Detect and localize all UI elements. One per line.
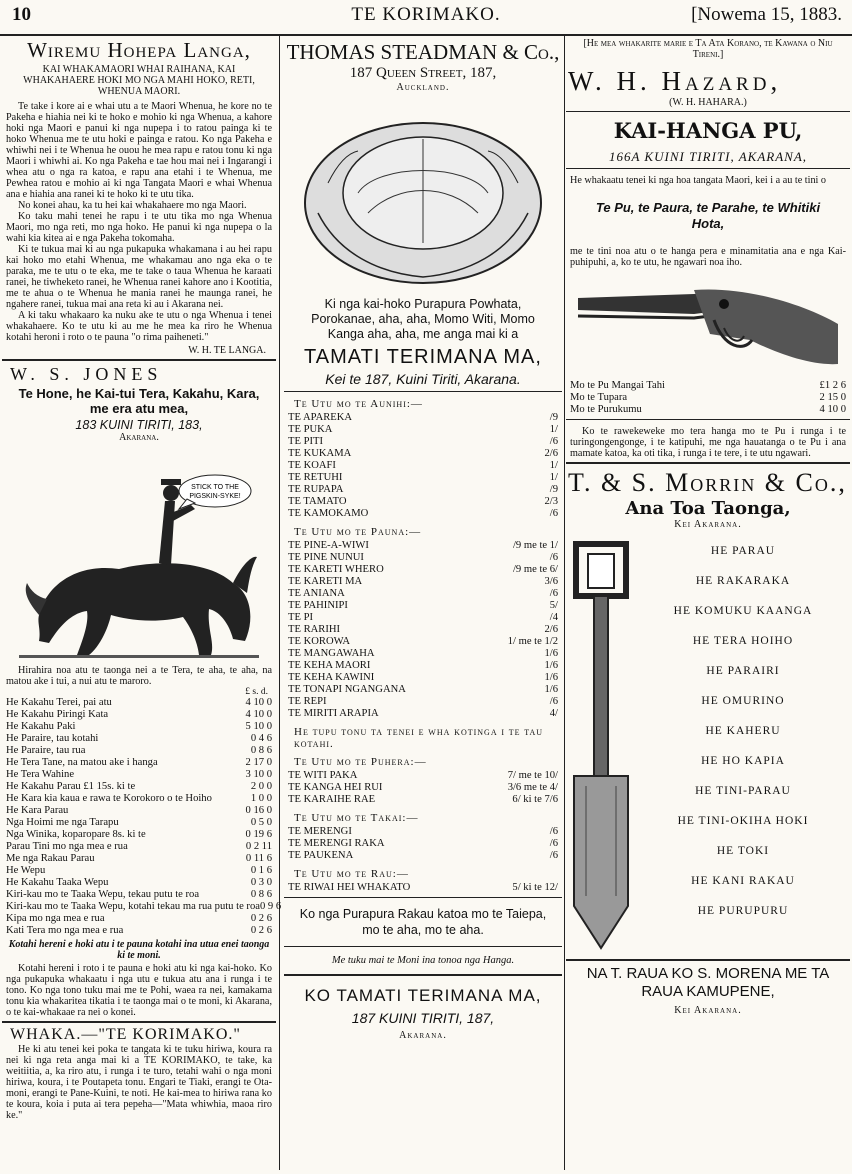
item-name: Kiri-kau mo te Taaka Wepu, kotahi tekau ma rua putu te roa (6, 901, 260, 912)
ad-paragraph: Te take i kore ai e whai utu a te Maori Whenua, he kore no te Pakeha e hiahia nei ki te hoko e mohio ki nga Whenua, a kahore hoki nga Maori e panui ki nga nupepa i to ratou painga ki te hoko Whenua me te utu hoki e painga e ratou. Ko nga Pakeha e whiwhi nei i te Whenua he ouou he mea rapu e ratou tonu ki nga Maori i whiwhi ai. Ko nga Pakeha e tae hou mai nei i Ingarangi i whea atu o nga ra katoa, e rapu ana etahi i te Whenua, me Pewhea ratou e mohio ai ki nga Tangata Maori e whai Whenua ana e hiahia ana ranei ki te hoko ki te utu tika. (6, 101, 272, 200)
seed-name: TE MIRITI ARAPIA (288, 708, 379, 719)
trade-title: KAI-HANGA PU, (613, 118, 803, 143)
item-price: 2 17 0 (245, 757, 272, 768)
seed-row (288, 412, 558, 424)
seed-name: TE RIWAI HEI WHAKATO (288, 882, 411, 893)
item-price: 0 4 6 (250, 733, 272, 744)
seed-price: 3/6 me te 4/ (507, 782, 558, 793)
item-name: Nga Hoimi me nga Tarapu (6, 817, 119, 828)
seed-row (288, 624, 558, 636)
section-heading: Te Utu mo te Takai:— (294, 812, 419, 824)
seed-name: TE PITI (288, 436, 324, 447)
item-name: Parau Tini mo nga mea e rua (6, 841, 128, 852)
seed-row (288, 564, 558, 576)
item-name: Nga Winika, koparopare 8s. ki te (6, 829, 146, 840)
seed-row (288, 424, 558, 436)
ad-address: 166A KUINI TIRITI, AKARANA, (608, 149, 808, 164)
seed-name: TE TONAPI NGANGANA (288, 684, 406, 695)
ad-address: 187 Queen Street, 187, (349, 65, 497, 81)
goods-item: HE PARAU (710, 545, 776, 557)
goods-item: HE PARAIRI (706, 665, 780, 677)
korimako-notice (2, 1026, 276, 1121)
seed-row (288, 648, 558, 660)
footer-name: KO TAMATI TERIMANA MA, (304, 986, 542, 1005)
seed-name: TE PAUKENA (288, 850, 354, 861)
seed-price: 1/6 (544, 648, 558, 659)
seed-name: TE PINE-A-WIWI (288, 540, 369, 551)
seed-name: TE KARETI MA (288, 576, 363, 587)
ad-name: THOMAS STEADMAN & Co., (286, 40, 560, 64)
goods-item: HE KOMUKU KAANGA (673, 605, 813, 617)
seed-price: 2/3 (544, 496, 558, 507)
gun-row (570, 380, 846, 392)
price-row (6, 721, 272, 733)
section-heading: He tupu tonu ta tenei e wha kotinga i te tau kotahi. (294, 726, 544, 750)
item-name: He Kara kia kaua e rawa te Korokoro o te Hoiho (6, 793, 212, 804)
ad-paragraph: Ki te tukua mai ki au nga pukapuka whakamana i au hei rapu kai hoko mo etahi Whenua, me whakamau ano nga eka o te paraka, me te utu o te eka, me te take o taua Whenua he karaati ranei, he tiwheketo ranei, he Whenua ranei kahore ano i Kootitia, me te ahua o te Whenua he mania ranei he maunga ranei, he ngahere ranei, tukua mai ana reta ki au i Akarana nei. (6, 244, 272, 310)
spade-illustration (566, 536, 636, 956)
seed-price: 7/ me te 10/ (507, 770, 558, 781)
goods-item: HE HO KAPIA (701, 755, 785, 767)
goods-item: HE KANI RAKAU (691, 875, 795, 887)
gun-name: Mo te Pu Mangai Tahi (570, 380, 665, 391)
seed-price: /9 me te 6/ (512, 564, 558, 575)
section-heading: Te Utu mo te Pauna:— (294, 526, 422, 538)
ad-intro: Hirahira noa atu te taonga nei a te Tera, te aha, te aha, na matou ake i tui, a nui atu te maroro. (6, 665, 272, 687)
price-row (6, 853, 272, 865)
seed-name: TE KUKAMA (288, 448, 352, 459)
morrin-footer: NA T. RAUA KO S. MORENA ME TA RAUA KAMUPENE, (586, 965, 830, 1000)
seed-name: TE APAREKA (288, 412, 353, 423)
seed-price: 1/6 (544, 660, 558, 671)
morrin-footer-city: Kei Akarana. (674, 1005, 742, 1016)
ad-role: KAI WHAKAMAORI WHAI RAIHANA, KAI WHAKAHAERE HOKI MO NGA MAHI HOKO, RETI, WHENUA MAORI. (23, 64, 255, 97)
gun-price: 4 10 0 (819, 404, 846, 415)
seed-row (288, 460, 558, 472)
seed-price: /4 (549, 612, 558, 623)
item-name: Kiri-kau mo te Taaka Wepu, tekau putu te roa (6, 889, 200, 900)
seed-name: TE KARETI WHERO (288, 564, 384, 575)
ad-name: W. H. Hazard, (568, 66, 782, 96)
seed-price: 1/ me te 1/2 (507, 636, 558, 647)
seed-name: TE WITI PAKA (288, 770, 358, 781)
price-row (6, 757, 272, 769)
seed-row (288, 850, 558, 862)
gun-name: Mo te Tupara (570, 392, 628, 403)
seed-price: 5/ (549, 600, 558, 611)
page-number: 10 (12, 4, 31, 25)
item-price: 0 8 6 (250, 889, 272, 900)
item-price: 0 2 6 (250, 925, 272, 936)
item-price: 0 1 6 (250, 865, 272, 876)
seed-price: /9 me te 1/ (512, 540, 558, 551)
morrin-name: T. & S. Morrin & Co., (568, 468, 847, 497)
item-price: 0 8 6 (250, 745, 272, 756)
masthead-title: TE KORIMAKO. (351, 4, 501, 25)
gun-price-list (566, 380, 850, 416)
goods-item: HE TINI-OKIHA HOKI (677, 815, 809, 827)
ad-paragraph: A ki taku whakaaro ka nuku ake te utu o nga Whenua i tenei whakahaere. Ko te utu ki au me he mea ka riro he Whenua kotahi heroni i roto o te pauna "o rima paiheneti." (6, 310, 272, 343)
seed-price: 1/6 (544, 684, 558, 695)
price-row (6, 709, 272, 721)
item-price: 0 16 0 (245, 805, 272, 816)
section-heading: Te Utu mo te Puhera:— (294, 756, 427, 768)
gun-row (570, 392, 846, 404)
section-heading: Te Utu mo te Aunihi:— (294, 398, 423, 410)
ad-city: Akarana. (119, 432, 159, 443)
price-row (6, 829, 272, 841)
price-row (6, 805, 272, 817)
seed-row (288, 612, 558, 624)
seed-row (288, 448, 558, 460)
page-header (0, 0, 852, 36)
seed-name: TE PUKA (288, 424, 333, 435)
ad-city: Auckland. (396, 82, 450, 93)
goods-item: HE TINI-PARAU (695, 785, 791, 797)
gun-price: 2 15 0 (819, 392, 846, 403)
ad-address: 183 KUINI TIRITI, 183, (75, 418, 203, 432)
speech-balloon-line1: STICK TO THE (191, 484, 239, 491)
ad-para: Kotahi hereni i roto i te pauna e hoki atu ki nga kai-hoko. Ko nga pukapuka whakaatu i nga utu e tukua atu ana i runga i te tono. Ko nga tono tuku mai me te Pohi, waea ra nei, kamakama tonu kia whakaritea tikatia i te taonga mai o te moni, ki Akarana, o te kai-whakaae ra nei o konei. (6, 963, 272, 1018)
seed-name: TE PINE NUNUI (288, 552, 364, 563)
seed-name: TE RUPAPA (288, 484, 344, 495)
item-price: 5 10 0 (245, 721, 272, 732)
goods-item: HE OMURINO (701, 695, 785, 707)
seed-price: /6 (549, 552, 558, 563)
seed-price: 1/ (549, 472, 558, 483)
seed-row (288, 552, 558, 564)
item-name: He Kakahu Terei, pai atu (6, 697, 112, 708)
seed-price: 1/ (549, 460, 558, 471)
goods-item: HE RAKARAKA (695, 575, 791, 587)
jones-ad (2, 364, 282, 1018)
ad-body (2, 101, 276, 343)
ad-desc: me te tini noa atu o te hanga pera e minamitatia ana e nga Kai-puhipuhi, a, ko te utu, he ngawari noa iho. (570, 246, 846, 268)
seed-row (288, 436, 558, 448)
item-price: 0 5 0 (250, 817, 272, 828)
price-row (6, 841, 272, 853)
gun-row (570, 404, 846, 416)
seed-row (288, 826, 558, 838)
item-price: 4 10 0 (245, 697, 272, 708)
seed-row (288, 684, 558, 696)
footer-city: Akarana. (399, 1030, 447, 1041)
seed-price: 1/ (549, 424, 558, 435)
item-price: 2 0 0 (250, 781, 272, 792)
seed-price: /9 (549, 412, 558, 423)
seed-price: /6 (549, 508, 558, 519)
price-row (6, 865, 272, 877)
seed-name: TE RARIHI (288, 624, 341, 635)
item-name: He Paraire, tau kotahi (6, 733, 99, 744)
item-name: He Kakahu Taaka Wepu (6, 877, 109, 888)
seed-price: 4/ (549, 708, 558, 719)
item-name: Kati Tera mo nga mea e rua (6, 925, 124, 936)
seed-price: /6 (549, 850, 558, 861)
seed-price: /6 (549, 826, 558, 837)
ad-name: Wiremu Hohepa Langa, (27, 38, 251, 62)
langa-ad (2, 38, 276, 356)
item-name: He Tera Tane, na matou ake i hanga (6, 757, 158, 768)
item-name: Kipa mo nga mea e rua (6, 913, 105, 924)
price-row (6, 877, 272, 889)
seed-name: TE KOAFI (288, 460, 336, 471)
goods-item: HE KAHERU (705, 725, 781, 737)
seed-name: TE PAHINIPI (288, 600, 348, 611)
seed-price: /9 (549, 484, 558, 495)
gun-price: £1 2 6 (819, 380, 846, 391)
price-row (6, 913, 272, 925)
seed-row (288, 794, 558, 806)
item-price: 0 9 6 (259, 901, 282, 912)
price-column-head: £ s. d. (245, 687, 268, 697)
ad-name: W. S. JONES (10, 364, 163, 384)
shotgun-illustration (574, 268, 842, 380)
ad-note: Kotahi hereni e hoki atu i te pauna kotahi ina utua enei taonga ki te moni. (8, 939, 270, 961)
item-name: He Kara Parau (6, 805, 69, 816)
footer-address: 187 KUINI TIRITI, 187, (351, 1010, 495, 1026)
ad-notice: He whakaatu tenei ki nga hoa tangata Maori, kei i a au te tini o (570, 175, 827, 186)
seed-row (288, 882, 558, 894)
seed-price: 2/6 (544, 448, 558, 459)
seed-row (288, 508, 558, 520)
seed-price: /6 (549, 696, 558, 707)
seed-row (288, 588, 558, 600)
morrin-body (566, 536, 850, 956)
item-name: He Paraire, tau rua (6, 745, 86, 756)
ad-subtitle: Te Hone, he Kai-tui Tera, Kakahu, Kara, me era atu mea, (18, 386, 260, 416)
merchant-location: Kei te 187, Kuini Tiriti, Akarana. (325, 371, 521, 387)
section-heading: Te Utu mo te Rau:— (294, 868, 409, 880)
seed-row (288, 484, 558, 496)
price-row (6, 745, 272, 757)
price-row (6, 901, 282, 913)
seed-name: TE REPI (288, 696, 327, 707)
item-name: Me nga Rakau Parau (6, 853, 95, 864)
column-rule (279, 36, 280, 1170)
item-price: 4 10 0 (245, 709, 272, 720)
gun-goods: Te Pu, te Paura, te Parahe, te Whitiki Hota, (595, 200, 821, 231)
item-price: 0 11 6 (245, 853, 272, 864)
horse-rider-illustration (19, 443, 259, 665)
merchant-name: TAMATI TERIMANA MA, (304, 346, 542, 368)
seed-price: /6 (549, 838, 558, 849)
seed-name: TE KANGA HEI RUI (288, 782, 383, 793)
ad-alias: (W. H. HAHARA.) (669, 97, 747, 108)
notice-title: WHAKA.—"TE KORIMAKO." (10, 1026, 241, 1043)
price-row (6, 817, 272, 829)
seed-name: TE KEHA MAORI (288, 660, 371, 671)
seed-name: TE TAMATO (288, 496, 347, 507)
price-row (6, 793, 272, 805)
seed-row (288, 782, 558, 794)
item-price: 3 10 0 (245, 769, 272, 780)
seed-row (288, 660, 558, 672)
seed-price: /6 (549, 588, 558, 599)
seed-price-list (284, 398, 562, 894)
seed-row (288, 708, 558, 720)
price-row (6, 769, 272, 781)
seed-name: TE ANIANA (288, 588, 345, 599)
seed-row (288, 770, 558, 782)
price-row (6, 733, 272, 745)
payment-note: Me tuku mai te Moni ina tonoa nga Hanga. (331, 955, 515, 966)
morrin-city: Kei Akarana. (674, 519, 742, 530)
seed-price: 3/6 (544, 576, 558, 587)
column-rule (564, 36, 565, 1170)
seed-name: TE RETUHI (288, 472, 343, 483)
signature: W. H. TE LANGA. (188, 345, 266, 356)
item-name: He Kakahu Paki (6, 721, 76, 732)
seed-name: TE MERENGI (288, 826, 352, 837)
cabbage-illustration (298, 93, 548, 293)
item-name: He Tera Wahine (6, 769, 75, 780)
goods-item: HE TERA HOIHO (692, 635, 794, 647)
seed-price: 1/6 (544, 672, 558, 683)
seed-row (288, 472, 558, 484)
item-name: He Wepu (6, 865, 46, 876)
seed-row (288, 636, 558, 648)
morrin-goods-list (636, 536, 850, 956)
gun-name: Mo te Purukumu (570, 404, 642, 415)
seed-name: TE KARAIHE RAE (288, 794, 376, 805)
item-price: 1 0 0 (250, 793, 272, 804)
seed-price: 5/ ki te 12/ (512, 882, 558, 893)
notice-text: He ki atu tenei kei poka te tangata ki te tuku hiriwa, koura ra nei ki nga reta anga mai ki a TE KORIMAKO, te take, ka weitiitia, a, ka riro atu, i runga i te turo, tetahi wahi o nga moni hiriwa, koura, i te Poutapeta tonu. Engari te Tiaki, erangi te Ota-moni, erangi te Pane-Kuini, te noti. He kai-mea to hiriwa rana ko te koura, koia i puta ai tera pepeha—"Mata whiwhia, maoa riro ke." (6, 1044, 272, 1121)
column-left (2, 36, 282, 1170)
seed-blurb: Ki nga kai-hoko Purapura Powhata, Porokanae, aha, aha, Momo Witi, Momo Kanga aha, aha, me anga mai ki a (311, 297, 535, 341)
goods-item: HE PURUPURU (697, 905, 789, 917)
seed-row (288, 838, 558, 850)
jones-price-list (2, 697, 282, 937)
item-price: 0 2 11 (245, 841, 272, 852)
seed-row (288, 576, 558, 588)
seed-price: 2/6 (544, 624, 558, 635)
repair-note: Ko te rawekeweke mo tera hanga mo te Pu i runga i te turingongengonge, i te katipuhi, me nga hauatanga o te Pu i ana mamate katoa, ka oti tika, i runga i te tere, i te utu ngawari. (570, 426, 846, 459)
seed-name: TE KEHA KAWINI (288, 672, 375, 683)
item-name: He Kakahu Parau £1 15s. ki te (6, 781, 136, 792)
seed-row (288, 672, 558, 684)
seed-name: TE PI (288, 612, 314, 623)
column-right (566, 36, 850, 1170)
issue-date: [Nowema 15, 1883. (691, 4, 842, 25)
price-row (6, 781, 272, 793)
speech-balloon-line2: PIGSKIN-SYKE! (189, 493, 241, 500)
item-price: 0 3 0 (250, 877, 272, 888)
seed-row (288, 600, 558, 612)
price-row (6, 697, 272, 709)
price-row (6, 889, 272, 901)
column-middle (284, 36, 562, 1170)
seed-price: /6 (549, 436, 558, 447)
seed-row (288, 540, 558, 552)
item-name: He Kakahu Piringi Kata (6, 709, 109, 720)
price-row (6, 925, 272, 937)
item-price: 0 19 6 (245, 829, 272, 840)
goods-item: HE TOKI (716, 845, 770, 857)
ad-paragraph: Ko taku mahi tenei he rapu i te utu tika mo nga Whenua Maori, mo nga reti, mo nga hoko. He panui ki nga nupepa o la wahi kia kitea ai e nga Pakeha tokomaha. (6, 211, 272, 244)
tree-seeds: Ko nga Purapura Rakau katoa mo te Taiepa, mo te aha, mo te aha. (299, 907, 547, 937)
seed-name: TE MANGAWAHA (288, 648, 375, 659)
seed-name: TE KOROWA (288, 636, 351, 647)
seed-row (288, 496, 558, 508)
seed-price: 6/ ki te 7/6 (512, 794, 558, 805)
item-price: 0 2 6 (250, 913, 272, 924)
seed-row (288, 696, 558, 708)
morrin-subtitle: Ana Toa Taonga, (625, 498, 791, 519)
seed-name: TE KAMOKAMO (288, 508, 369, 519)
appointment-note: [He mea whakarite marie e Ta Ata Korano, te Kawana o Niu Tireni.] (583, 38, 833, 60)
ad-paragraph: No konei ahau, ka tu hei kai whakahaere mo nga Maori. (18, 200, 247, 211)
seed-name: TE MERENGI RAKA (288, 838, 385, 849)
